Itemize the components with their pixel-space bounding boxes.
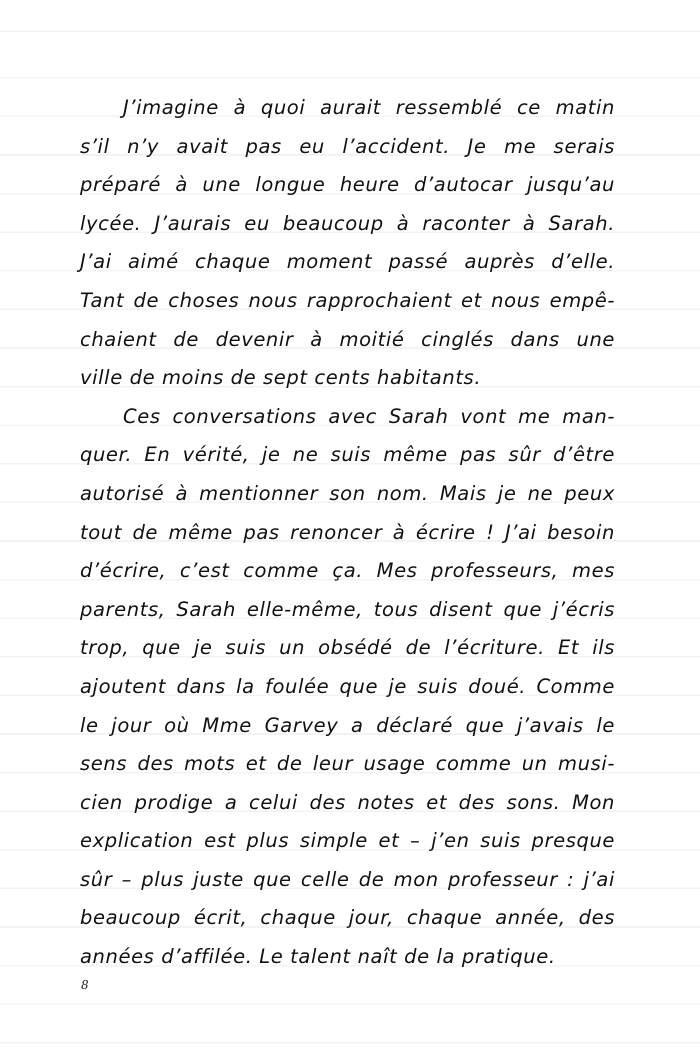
text-line: beaucoup écrit, chaque jour, chaque année, des: [80, 906, 615, 930]
text-line: le jour où Mme Garvey a déclaré que j’avais le: [80, 713, 615, 737]
text-line: Ces conversations avec Sarah vont me man-: [123, 404, 615, 428]
body-text: [80, 89, 615, 977]
text-line: préparé à une longue heure d’autocar jusqu’au: [80, 173, 615, 197]
text-line: s’il n’y avait pas eu l’accident. Je me serais: [80, 134, 615, 158]
text-line: trop, que je suis un obsédé de l’écriture. Et ils: [80, 636, 615, 660]
page-number: 8: [81, 978, 89, 992]
text-line: ajoutent dans la foulée que je suis doué. Comme: [80, 674, 615, 698]
text-line: autorisé à mentionner son nom. Mais je ne peux: [80, 481, 615, 505]
text-line: explication est plus simple et – j’en suis presque: [80, 829, 615, 853]
paragraph-2: [80, 398, 615, 977]
text-line: lycée. J’aurais eu beaucoup à raconter à Sarah.: [80, 211, 615, 235]
text-line: sens des mots et de leur usage comme un musi-: [80, 752, 615, 776]
text-line: tout de même pas renoncer à écrire ! J’ai besoin: [80, 520, 615, 544]
text-line: d’écrire, c’est comme ça. Mes professeurs, mes: [80, 559, 615, 583]
text-line: parents, Sarah elle-même, tous disent que j’écris: [80, 597, 615, 621]
text-line: quer. En vérité, je ne suis même pas sûr d’être: [80, 443, 615, 467]
paragraph-1: [80, 89, 615, 398]
text-line: chaient de devenir à moitié cinglés dans une: [80, 327, 615, 351]
text-line: J’imagine à quoi aurait ressemblé ce matin: [123, 96, 615, 119]
text-line: J’ai aimé chaque moment passé auprès d’elle.: [80, 250, 615, 274]
text-line: années d’affilée. Le talent naît de la pratique.: [80, 945, 556, 969]
text-line: ville de moins de sept cents habitants.: [80, 366, 482, 390]
text-line: sûr – plus juste que celle de mon professeur : j’ai: [80, 867, 615, 891]
text-line: Tant de choses nous rapprochaient et nous empê-: [80, 288, 615, 312]
text-line: cien prodige a celui des notes et des sons. Mon: [80, 790, 615, 814]
